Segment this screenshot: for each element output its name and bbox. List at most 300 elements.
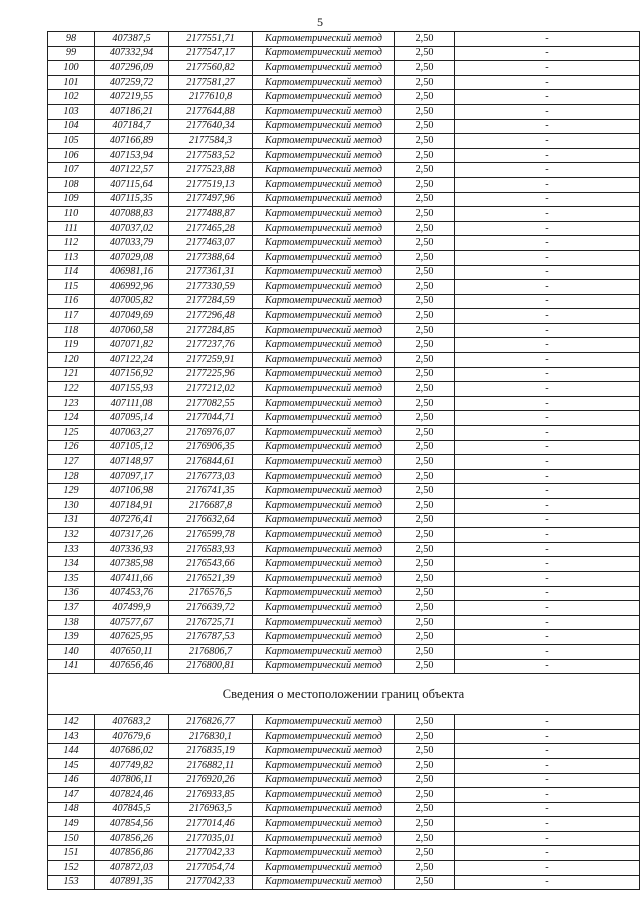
table-row [48,207,640,222]
x-coordinate-cell: 407332,94 [95,46,169,61]
y-coordinate-cell: 2176787,53 [169,630,253,645]
table-row [48,280,640,295]
y-coordinate-cell: 2177519,13 [169,177,253,192]
precision-cell: 2,50 [395,440,455,455]
method-cell: Картометрический метод [253,309,395,324]
point-number-cell: 127 [48,455,95,470]
page-number: 5 [317,15,323,29]
precision-cell: 2,50 [395,382,455,397]
y-coordinate-cell: 2177237,76 [169,338,253,353]
precision-cell: 2,50 [395,744,455,759]
y-coordinate-cell: 2176826,77 [169,715,253,730]
method-cell: Картометрический метод [253,75,395,90]
description-cell: - [455,90,640,105]
point-number-cell: 124 [48,411,95,426]
precision-cell: 2,50 [395,177,455,192]
precision-cell: 2,50 [395,455,455,470]
precision-cell: 2,50 [395,148,455,163]
point-number-cell: 120 [48,353,95,368]
precision-cell: 2,50 [395,426,455,441]
precision-cell: 2,50 [395,309,455,324]
method-cell: Картометрический метод [253,46,395,61]
point-number-cell: 125 [48,426,95,441]
precision-cell: 2,50 [395,659,455,674]
y-coordinate-cell: 2176576,5 [169,586,253,601]
point-number-cell: 111 [48,221,95,236]
x-coordinate-cell: 407856,86 [95,846,169,861]
precision-cell: 2,50 [395,513,455,528]
table-row [48,46,640,61]
y-coordinate-cell: 2176725,71 [169,615,253,630]
point-number-cell: 117 [48,309,95,324]
table-row [48,250,640,265]
precision-cell: 2,50 [395,831,455,846]
x-coordinate-cell: 407155,93 [95,382,169,397]
point-number-cell: 153 [48,875,95,890]
precision-cell: 2,50 [395,411,455,426]
precision-cell: 2,50 [395,615,455,630]
precision-cell: 2,50 [395,528,455,543]
x-coordinate-cell: 407453,76 [95,586,169,601]
point-number-cell: 136 [48,586,95,601]
description-cell: - [455,455,640,470]
method-cell: Картометрический метод [253,294,395,309]
y-coordinate-cell: 2176844,61 [169,455,253,470]
x-coordinate-cell: 407854,56 [95,817,169,832]
description-cell: - [455,788,640,803]
table-row [48,265,640,280]
x-coordinate-cell: 407656,46 [95,659,169,674]
precision-cell: 2,50 [395,221,455,236]
precision-cell: 2,50 [395,729,455,744]
point-number-cell: 135 [48,571,95,586]
y-coordinate-cell: 2177584,3 [169,134,253,149]
method-cell: Картометрический метод [253,221,395,236]
table-row [48,644,640,659]
method-cell: Картометрический метод [253,323,395,338]
y-coordinate-cell: 2176933,85 [169,788,253,803]
y-coordinate-cell: 2177212,02 [169,382,253,397]
x-coordinate-cell: 407166,89 [95,134,169,149]
point-number-cell: 150 [48,831,95,846]
point-number-cell: 109 [48,192,95,207]
description-cell: - [455,32,640,47]
description-cell: - [455,61,640,76]
table-row [48,557,640,572]
coordinates-block-1 [48,32,640,674]
precision-cell: 2,50 [395,75,455,90]
point-number-cell: 100 [48,61,95,76]
method-cell: Картометрический метод [253,644,395,659]
x-coordinate-cell: 407686,02 [95,744,169,759]
x-coordinate-cell: 407387,5 [95,32,169,47]
x-coordinate-cell: 407156,92 [95,367,169,382]
x-coordinate-cell: 407029,08 [95,250,169,265]
x-coordinate-cell: 407106,98 [95,484,169,499]
point-number-cell: 142 [48,715,95,730]
point-number-cell: 115 [48,280,95,295]
y-coordinate-cell: 2177054,74 [169,861,253,876]
description-cell: - [455,309,640,324]
precision-cell: 2,50 [395,542,455,557]
table-row [48,715,640,730]
description-cell: - [455,148,640,163]
x-coordinate-cell: 407749,82 [95,758,169,773]
y-coordinate-cell: 2177644,88 [169,104,253,119]
point-number-cell: 138 [48,615,95,630]
x-coordinate-cell: 407186,21 [95,104,169,119]
y-coordinate-cell: 2177497,96 [169,192,253,207]
precision-cell: 2,50 [395,802,455,817]
description-cell: - [455,528,640,543]
precision-cell: 2,50 [395,788,455,803]
point-number-cell: 133 [48,542,95,557]
method-cell: Картометрический метод [253,586,395,601]
table-row [48,163,640,178]
description-cell: - [455,659,640,674]
description-cell: - [455,382,640,397]
point-number-cell: 126 [48,440,95,455]
description-cell: - [455,119,640,134]
precision-cell: 2,50 [395,396,455,411]
method-cell: Картометрический метод [253,207,395,222]
x-coordinate-cell: 407148,97 [95,455,169,470]
method-cell: Картометрический метод [253,469,395,484]
x-coordinate-cell: 407679,6 [95,729,169,744]
description-cell: - [455,744,640,759]
x-coordinate-cell: 407105,12 [95,440,169,455]
y-coordinate-cell: 2176800,81 [169,659,253,674]
table-row [48,831,640,846]
x-coordinate-cell: 407095,14 [95,411,169,426]
point-number-cell: 118 [48,323,95,338]
table-row [48,323,640,338]
description-cell: - [455,367,640,382]
precision-cell: 2,50 [395,367,455,382]
method-cell: Картометрический метод [253,875,395,890]
table-row [48,542,640,557]
table-row [48,119,640,134]
point-number-cell: 148 [48,802,95,817]
table-row [48,875,640,890]
description-cell: - [455,104,640,119]
method-cell: Картометрический метод [253,192,395,207]
section-row-group [48,674,640,715]
x-coordinate-cell: 407577,67 [95,615,169,630]
section-title: Сведения о местоположении границ объекта [48,674,640,715]
precision-cell: 2,50 [395,715,455,730]
table-row [48,499,640,514]
point-number-cell: 119 [48,338,95,353]
description-cell: - [455,250,640,265]
point-number-cell: 152 [48,861,95,876]
method-cell: Картометрический метод [253,802,395,817]
y-coordinate-cell: 2176521,39 [169,571,253,586]
point-number-cell: 143 [48,729,95,744]
table-row [48,148,640,163]
x-coordinate-cell: 407088,83 [95,207,169,222]
point-number-cell: 131 [48,513,95,528]
description-cell: - [455,715,640,730]
method-cell: Картометрический метод [253,542,395,557]
x-coordinate-cell: 407499,9 [95,601,169,616]
point-number-cell: 132 [48,528,95,543]
description-cell: - [455,729,640,744]
method-cell: Картометрический метод [253,265,395,280]
table-row [48,817,640,832]
x-coordinate-cell: 407296,09 [95,61,169,76]
method-cell: Картометрический метод [253,104,395,119]
description-cell: - [455,294,640,309]
description-cell: - [455,644,640,659]
description-cell: - [455,46,640,61]
table-row [48,571,640,586]
y-coordinate-cell: 2177640,34 [169,119,253,134]
description-cell: - [455,265,640,280]
description-cell: - [455,542,640,557]
precision-cell: 2,50 [395,265,455,280]
method-cell: Картометрический метод [253,758,395,773]
y-coordinate-cell: 2177330,59 [169,280,253,295]
x-coordinate-cell: 407184,91 [95,499,169,514]
precision-cell: 2,50 [395,469,455,484]
precision-cell: 2,50 [395,846,455,861]
method-cell: Картометрический метод [253,250,395,265]
description-cell: - [455,831,640,846]
point-number-cell: 130 [48,499,95,514]
table-row [48,382,640,397]
table-row [48,758,640,773]
point-number-cell: 146 [48,773,95,788]
table-row [48,294,640,309]
y-coordinate-cell: 2177581,27 [169,75,253,90]
y-coordinate-cell: 2176976,07 [169,426,253,441]
x-coordinate-cell: 407411,66 [95,571,169,586]
description-cell: - [455,802,640,817]
table-row [48,659,640,674]
description-cell: - [455,586,640,601]
x-coordinate-cell: 407071,82 [95,338,169,353]
precision-cell: 2,50 [395,163,455,178]
method-cell: Картометрический метод [253,729,395,744]
description-cell: - [455,861,640,876]
description-cell: - [455,601,640,616]
precision-cell: 2,50 [395,557,455,572]
y-coordinate-cell: 2177296,48 [169,309,253,324]
description-cell: - [455,557,640,572]
table-row [48,396,640,411]
table-row [48,236,640,251]
precision-cell: 2,50 [395,353,455,368]
point-number-cell: 103 [48,104,95,119]
method-cell: Картометрический метод [253,426,395,441]
method-cell: Картометрический метод [253,382,395,397]
table-row [48,861,640,876]
point-number-cell: 149 [48,817,95,832]
table-row [48,469,640,484]
coordinates-block-2 [48,715,640,890]
method-cell: Картометрический метод [253,61,395,76]
x-coordinate-cell: 407317,26 [95,528,169,543]
description-cell: - [455,207,640,222]
point-number-cell: 137 [48,601,95,616]
method-cell: Картометрический метод [253,280,395,295]
precision-cell: 2,50 [395,644,455,659]
table-row [48,32,640,47]
table-row [48,221,640,236]
y-coordinate-cell: 2177042,33 [169,846,253,861]
x-coordinate-cell: 407845,5 [95,802,169,817]
precision-cell: 2,50 [395,134,455,149]
precision-cell: 2,50 [395,119,455,134]
precision-cell: 2,50 [395,32,455,47]
y-coordinate-cell: 2176906,35 [169,440,253,455]
method-cell: Картометрический метод [253,773,395,788]
precision-cell: 2,50 [395,323,455,338]
table-row [48,440,640,455]
precision-cell: 2,50 [395,236,455,251]
method-cell: Картометрический метод [253,484,395,499]
description-cell: - [455,134,640,149]
point-number-cell: 144 [48,744,95,759]
point-number-cell: 110 [48,207,95,222]
y-coordinate-cell: 2177284,85 [169,323,253,338]
section-row [48,674,640,715]
point-number-cell: 122 [48,382,95,397]
method-cell: Картометрический метод [253,513,395,528]
description-cell: - [455,615,640,630]
precision-cell: 2,50 [395,758,455,773]
x-coordinate-cell: 407153,94 [95,148,169,163]
y-coordinate-cell: 2176632,64 [169,513,253,528]
precision-cell: 2,50 [395,773,455,788]
point-number-cell: 107 [48,163,95,178]
y-coordinate-cell: 2177259,91 [169,353,253,368]
y-coordinate-cell: 2177551,71 [169,32,253,47]
point-number-cell: 141 [48,659,95,674]
table-row [48,411,640,426]
x-coordinate-cell: 407336,93 [95,542,169,557]
table-row [48,90,640,105]
precision-cell: 2,50 [395,861,455,876]
description-cell: - [455,75,640,90]
precision-cell: 2,50 [395,571,455,586]
y-coordinate-cell: 2176963,5 [169,802,253,817]
point-number-cell: 129 [48,484,95,499]
x-coordinate-cell: 407625,95 [95,630,169,645]
point-number-cell: 151 [48,846,95,861]
description-cell: - [455,323,640,338]
method-cell: Картометрический метод [253,831,395,846]
method-cell: Картометрический метод [253,557,395,572]
method-cell: Картометрический метод [253,846,395,861]
method-cell: Картометрический метод [253,163,395,178]
precision-cell: 2,50 [395,61,455,76]
table-row [48,484,640,499]
y-coordinate-cell: 2176687,8 [169,499,253,514]
description-cell: - [455,396,640,411]
x-coordinate-cell: 407111,08 [95,396,169,411]
x-coordinate-cell: 406981,16 [95,265,169,280]
precision-cell: 2,50 [395,875,455,890]
table-row [48,426,640,441]
point-number-cell: 99 [48,46,95,61]
y-coordinate-cell: 2177284,59 [169,294,253,309]
description-cell: - [455,236,640,251]
point-number-cell: 134 [48,557,95,572]
point-number-cell: 106 [48,148,95,163]
x-coordinate-cell: 407385,98 [95,557,169,572]
x-coordinate-cell: 406992,96 [95,280,169,295]
table-row [48,802,640,817]
point-number-cell: 114 [48,265,95,280]
point-number-cell: 145 [48,758,95,773]
precision-cell: 2,50 [395,630,455,645]
precision-cell: 2,50 [395,192,455,207]
x-coordinate-cell: 407097,17 [95,469,169,484]
x-coordinate-cell: 407891,35 [95,875,169,890]
y-coordinate-cell: 2177488,87 [169,207,253,222]
table-row [48,601,640,616]
description-cell: - [455,513,640,528]
y-coordinate-cell: 2176583,93 [169,542,253,557]
precision-cell: 2,50 [395,104,455,119]
y-coordinate-cell: 2176639,72 [169,601,253,616]
x-coordinate-cell: 407219,55 [95,90,169,105]
x-coordinate-cell: 407872,03 [95,861,169,876]
y-coordinate-cell: 2177225,96 [169,367,253,382]
point-number-cell: 112 [48,236,95,251]
description-cell: - [455,426,640,441]
description-cell: - [455,758,640,773]
point-number-cell: 147 [48,788,95,803]
y-coordinate-cell: 2177014,46 [169,817,253,832]
precision-cell: 2,50 [395,499,455,514]
table-row [48,338,640,353]
y-coordinate-cell: 2177361,31 [169,265,253,280]
method-cell: Картометрический метод [253,148,395,163]
table-row [48,528,640,543]
description-cell: - [455,163,640,178]
point-number-cell: 121 [48,367,95,382]
point-number-cell: 108 [48,177,95,192]
x-coordinate-cell: 407115,35 [95,192,169,207]
x-coordinate-cell: 407806,11 [95,773,169,788]
method-cell: Картометрический метод [253,411,395,426]
x-coordinate-cell: 407856,26 [95,831,169,846]
precision-cell: 2,50 [395,484,455,499]
description-cell: - [455,440,640,455]
table-row [48,729,640,744]
table-row [48,353,640,368]
table-row [48,192,640,207]
method-cell: Картометрический метод [253,32,395,47]
y-coordinate-cell: 2176543,66 [169,557,253,572]
method-cell: Картометрический метод [253,571,395,586]
point-number-cell: 105 [48,134,95,149]
point-number-cell: 113 [48,250,95,265]
y-coordinate-cell: 2176920,26 [169,773,253,788]
point-number-cell: 104 [48,119,95,134]
description-cell: - [455,817,640,832]
x-coordinate-cell: 407276,41 [95,513,169,528]
y-coordinate-cell: 2176806,7 [169,644,253,659]
description-cell: - [455,280,640,295]
description-cell: - [455,571,640,586]
y-coordinate-cell: 2177044,71 [169,411,253,426]
point-number-cell: 123 [48,396,95,411]
method-cell: Картометрический метод [253,353,395,368]
